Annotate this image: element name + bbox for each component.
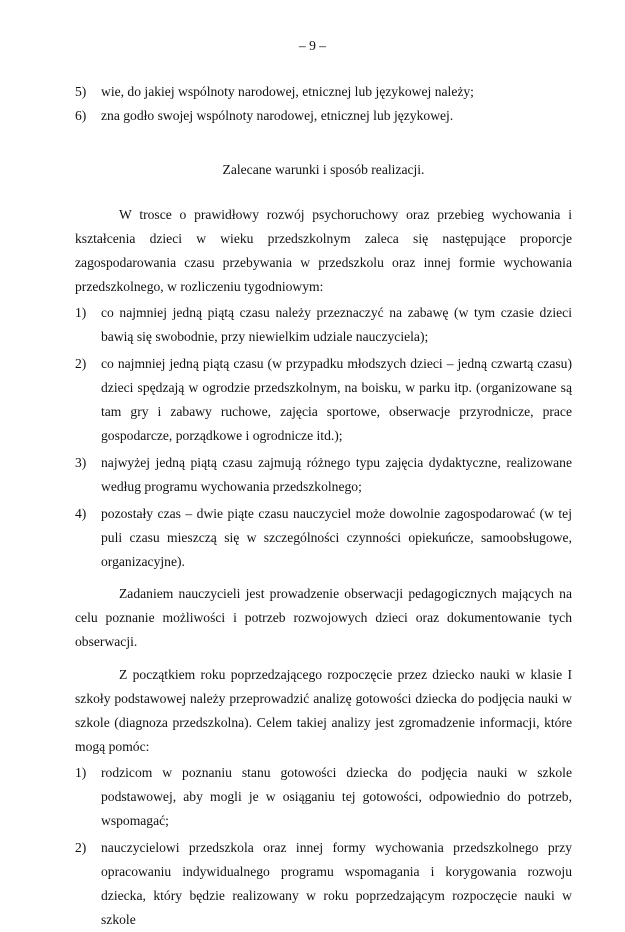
list-number: 3) <box>75 455 87 470</box>
paragraph-intro: W trosce o prawidłowy rozwój psychoruchowy oraz przebieg wychowania i kształcenia dzieci w wieku przedszkolnym zaleca się następujące proporcje zagospodarowania czasu przebywania w przedszkolu oraz innej formie wychowania przedszkolnego, w rozliczeniu tygodniowym: <box>75 207 572 294</box>
list-text: wie, do jakiej wspólnoty narodowej, etnicznej lub językowej należy; <box>101 84 474 99</box>
paragraph-observations: Zadaniem nauczycieli jest prowadzenie obserwacji pedagogicznych mających na celu poznanie możliwości i potrzeb rozwojowych dzieci oraz dokumentowanie tych obserwacji. <box>75 586 572 649</box>
paragraph-diagnosis: Z początkiem roku poprzedzającego rozpoczęcie przez dziecko nauki w klasie I szkoły podstawowej należy przeprowadzić analizę gotowości dziecka do podjęcia nauki w szkole (diagnoza przedszkolna). Celem takiej analizy jest zgromadzenie informacji, które mogą pomóc: <box>75 667 572 754</box>
document-body <box>75 80 572 932</box>
list-number: 5) <box>75 84 87 99</box>
top-list <box>75 80 572 128</box>
list-number: 2) <box>75 840 87 855</box>
page-number: – 9 – <box>298 38 327 53</box>
list-item <box>75 301 572 349</box>
list-text: co najmniej jedną piątą czasu (w przypadku młodszych dzieci – jedną czwartą czasu) dzieci spędzają w ogrodzie przedszkolnym, na boisku, w parku itp. (organizowane są tam gry i zabawy ruchowe, zajęcia sportowe, obserwacje przyrodnicze, prace gospodarcze, porządkowe i ogrodnicze itd.); <box>101 356 572 443</box>
list-text: zna godło swojej wspólnoty narodowej, etnicznej lub językowej. <box>101 108 454 123</box>
list-item <box>75 80 572 104</box>
list-text: najwyżej jedną piątą czasu zajmują różnego typu zajęcia dydaktyczne, realizowane według programu wychowania przedszkolnego; <box>101 455 572 494</box>
list-number: 1) <box>75 765 87 780</box>
list-item <box>75 104 572 128</box>
list-number: 6) <box>75 108 87 123</box>
list-text: nauczycielowi przedszkola oraz innej formy wychowania przedszkolnego przy opracowaniu indywidualnego programu wspomagania i korygowania rozwoju dziecka, który będzie realizowany w roku poprzedzającym rozpoczęcie nauki w szkole <box>101 840 572 927</box>
list-item <box>75 502 572 574</box>
list-text: rodzicom w poznaniu stanu gotowości dziecka do podjęcia nauki w szkole podstawowej, aby mogli je w osiąganiu tej gotowości, odpowiednio do potrzeb, wspomagać; <box>101 765 572 828</box>
list-number: 1) <box>75 305 87 320</box>
time-allocation-list <box>75 301 572 574</box>
help-list <box>75 761 572 932</box>
list-item <box>75 761 572 833</box>
list-item <box>75 451 572 499</box>
list-number: 2) <box>75 356 87 371</box>
section-heading: Zalecane warunki i sposób realizacji. <box>222 162 425 177</box>
list-text: co najmniej jedną piątą czasu należy przeznaczyć na zabawę (w tym czasie dzieci bawią się swobodnie, przy niewielkim udziale nauczyciela); <box>101 305 572 344</box>
list-number: 4) <box>75 506 87 521</box>
list-item <box>75 836 572 932</box>
list-item <box>75 352 572 448</box>
list-text: pozostały czas – dwie piąte czasu nauczyciel może dowolnie zagospodarować (w tej puli czasu mieszczą się w szczególności czynności opiekuńcze, samoobsługowe, organizacyjne). <box>101 506 572 569</box>
